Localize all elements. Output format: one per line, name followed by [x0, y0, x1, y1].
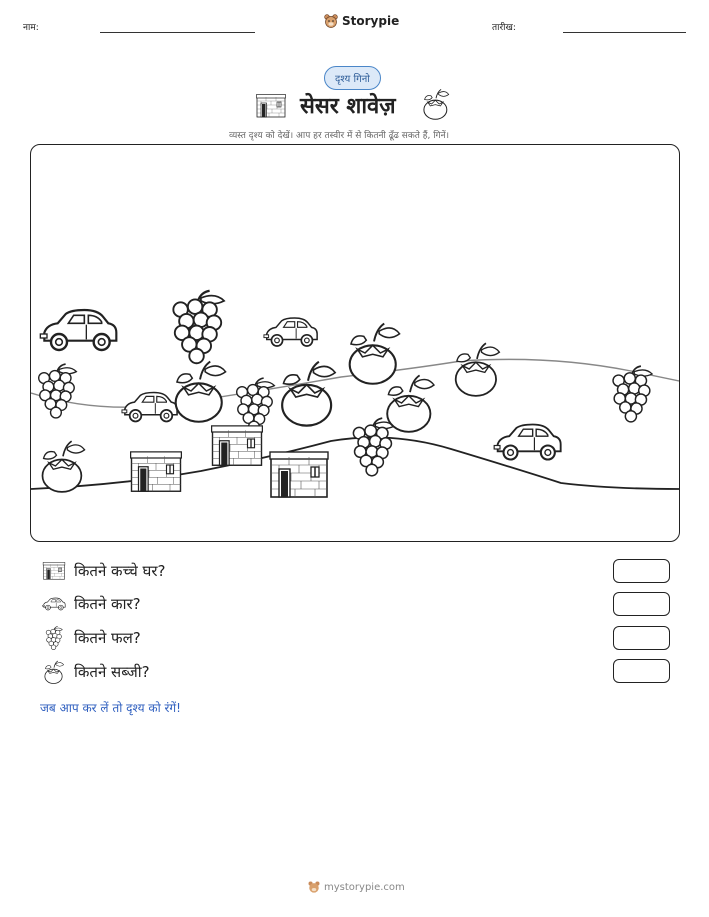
grapes-3: [237, 378, 275, 432]
car-icon: [42, 596, 66, 612]
tomato-2: [176, 362, 226, 422]
date-line[interactable]: [563, 32, 686, 33]
answer-box-huts[interactable]: [613, 559, 670, 583]
bear-logo-icon: [324, 14, 338, 28]
tomato-icon: [42, 660, 66, 684]
answer-box-vegetables[interactable]: [613, 659, 670, 683]
grapes-1: [173, 291, 224, 364]
car-3: [122, 393, 177, 422]
hut-3: [270, 452, 328, 497]
name-label: नाम:: [23, 23, 39, 33]
question-row-huts: [42, 561, 165, 581]
tomato-1: [350, 324, 400, 384]
hut-1: [212, 426, 263, 465]
question-row-vegetables: [42, 660, 150, 684]
tomato-3: [282, 362, 335, 426]
answer-box-fruits[interactable]: [613, 626, 670, 650]
title-tomato-icon: [422, 88, 450, 124]
car-4: [494, 425, 560, 460]
page-title: सेसर शावेज़: [300, 94, 396, 119]
hut-icon: [42, 562, 66, 580]
front-hill-line: [31, 437, 679, 489]
question-text: कितने फल?: [74, 629, 141, 647]
question-text: कितने कार?: [74, 595, 141, 613]
tomato-5: [387, 375, 434, 431]
site-url[interactable]: mystorypie.com: [324, 881, 405, 893]
date-label: तारीख:: [492, 23, 516, 33]
title-hut-icon: [256, 94, 286, 122]
question-text: कितने कच्चे घर?: [74, 562, 166, 580]
busy-scene: [31, 145, 679, 541]
tomato-6: [42, 441, 84, 492]
question-row-cars: [42, 594, 141, 614]
coloring-note: जब आप कर लें तो दृश्य को रंगें!: [40, 701, 181, 715]
instructions: व्यस्त दृश्य को देखें। आप हर तस्वीर में से कितनी ढूँढ सकते हैं, गिनें।: [229, 131, 450, 141]
question-row-fruits: [42, 626, 141, 650]
grapes-2: [39, 364, 77, 418]
scene-frame[interactable]: [30, 144, 680, 542]
hut-2: [131, 452, 182, 491]
grapes-icon: [42, 626, 66, 650]
tomato-4: [456, 343, 500, 396]
car-1: [40, 310, 116, 350]
category-badge: दृश्य गिनो: [324, 66, 381, 90]
car-2: [264, 318, 317, 346]
question-text: कितने सब्जी?: [74, 663, 150, 681]
site-footer: [308, 881, 405, 893]
brand-logo: [324, 14, 399, 28]
grapes-5: [613, 366, 652, 422]
bear-logo-icon: [308, 881, 320, 893]
brand-name: Storypie: [342, 14, 400, 28]
name-line[interactable]: [100, 32, 255, 33]
grapes-4: [353, 418, 393, 476]
answer-box-cars[interactable]: [613, 592, 670, 616]
